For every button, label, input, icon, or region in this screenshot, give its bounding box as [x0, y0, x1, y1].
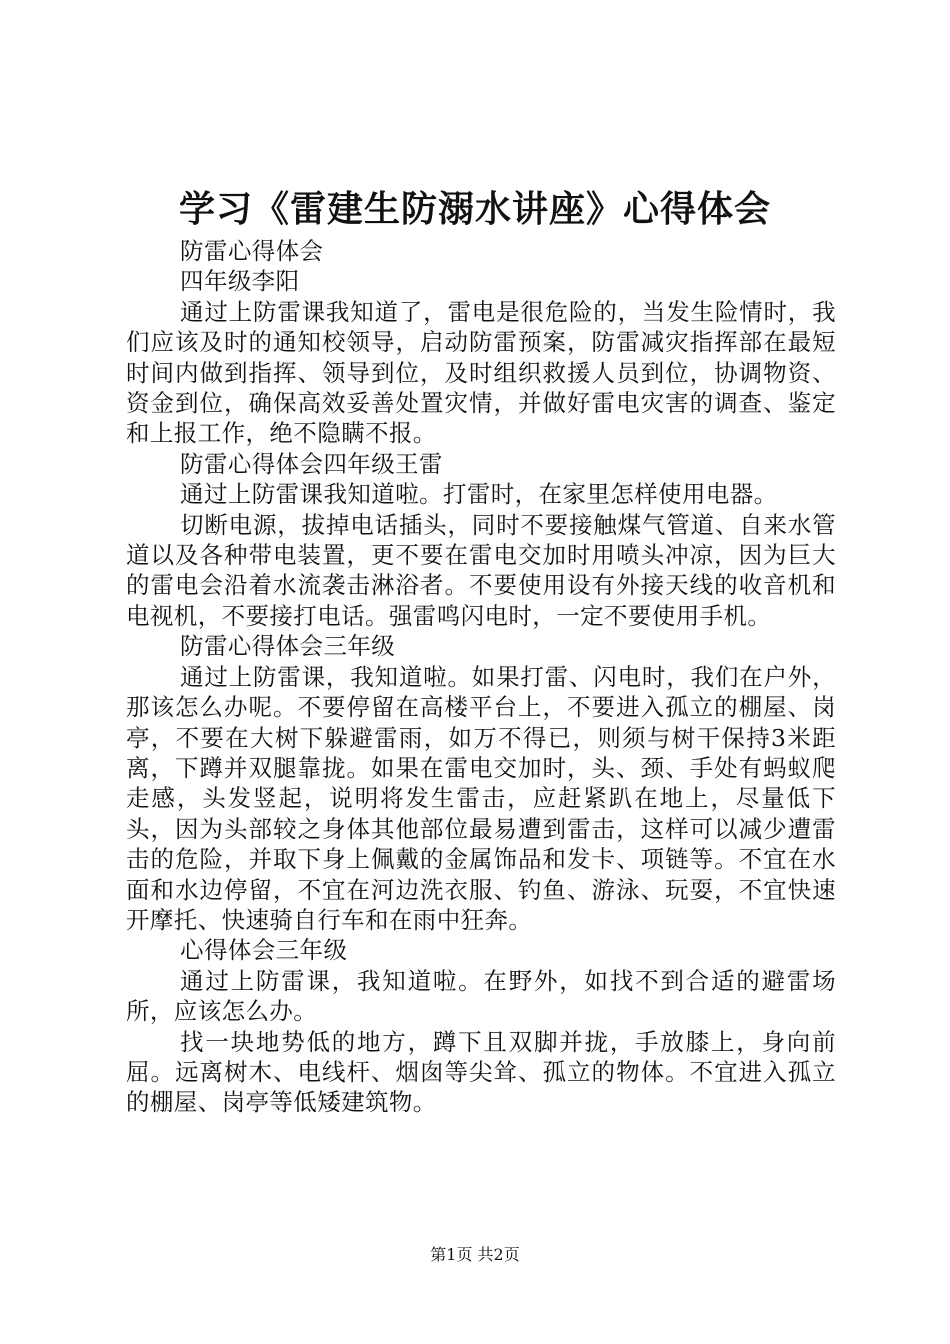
paragraph: 通过上防雷课，我知道啦。如果打雷、闪电时，我们在户外，那该怎么办呢。不要停留在高楼平台上，不要进入孤立的棚屋、岗亭，不要在大树下躲避雷雨，如万不得已，则须与树干保持3米距离，下蹲并双腿靠拢。如果在雷电交加时，头、颈、手处有蚂蚁爬走感，头发竖起，说明将发生雷击，应赶紧趴在地上，尽量低下头，因为头部较之身体其他部位最易遭到雷击，这样可以减少遭雷击的危险，并取下身上佩戴的金属饰品和发卡、项链等。不宜在水面和水边停留，不宜在河边洗衣服、钓鱼、游泳、玩耍，不宜快速开摩托、快速骑自行车和在雨中狂奔。	[126, 662, 836, 934]
paragraph: 通过上防雷课，我知道啦。在野外，如找不到合适的避雷场所，应该怎么办。	[126, 966, 836, 1026]
paragraph: 防雷心得体会四年级王雷	[180, 449, 443, 478]
page-footer: 第1页 共2页	[430, 1245, 520, 1264]
paragraph: 通过上防雷课我知道了，雷电是很危险的，当发生险情时，我们应该及时的通知校领导，启动防雷预案，防雷减灾指挥部在最短时间内做到指挥、领导到位，及时组织救援人员到位，协调物资、资金到位，确保高效妥善处置灾情，并做好雷电灾害的调查、鉴定和上报工作，绝不隐瞒不报。	[126, 297, 836, 448]
paragraph: 找一块地势低的地方，蹲下且双脚并拢，手放膝上，身向前屈。远离树木、电线杆、烟囱等尖耸、孤立的物体。不宜进入孤立的棚屋、岗亭等低矮建筑物。	[126, 1027, 836, 1117]
paragraph: 四年级李阳	[180, 267, 300, 296]
paragraph: 心得体会三年级	[180, 936, 348, 965]
document-body	[126, 236, 836, 1118]
page-title: 学习《雷建生防溺水讲座》心得体会	[178, 188, 771, 230]
paragraph: 防雷心得体会	[180, 237, 324, 265]
paragraph: 防雷心得体会三年级	[180, 632, 396, 661]
paragraph: 切断电源，拔掉电话插头，同时不要接触煤气管道、自来水管道以及各种带电装置，更不要在雷电交加时用喷头冲凉，因为巨大的雷电会沿着水流袭击淋浴者。不要使用设有外接天线的收音机和电视机，不要接打电话。强雷鸣闪电时，一定不要使用手机。	[126, 510, 836, 630]
paragraph: 通过上防雷课我知道啦。打雷时，在家里怎样使用电器。	[180, 480, 778, 509]
